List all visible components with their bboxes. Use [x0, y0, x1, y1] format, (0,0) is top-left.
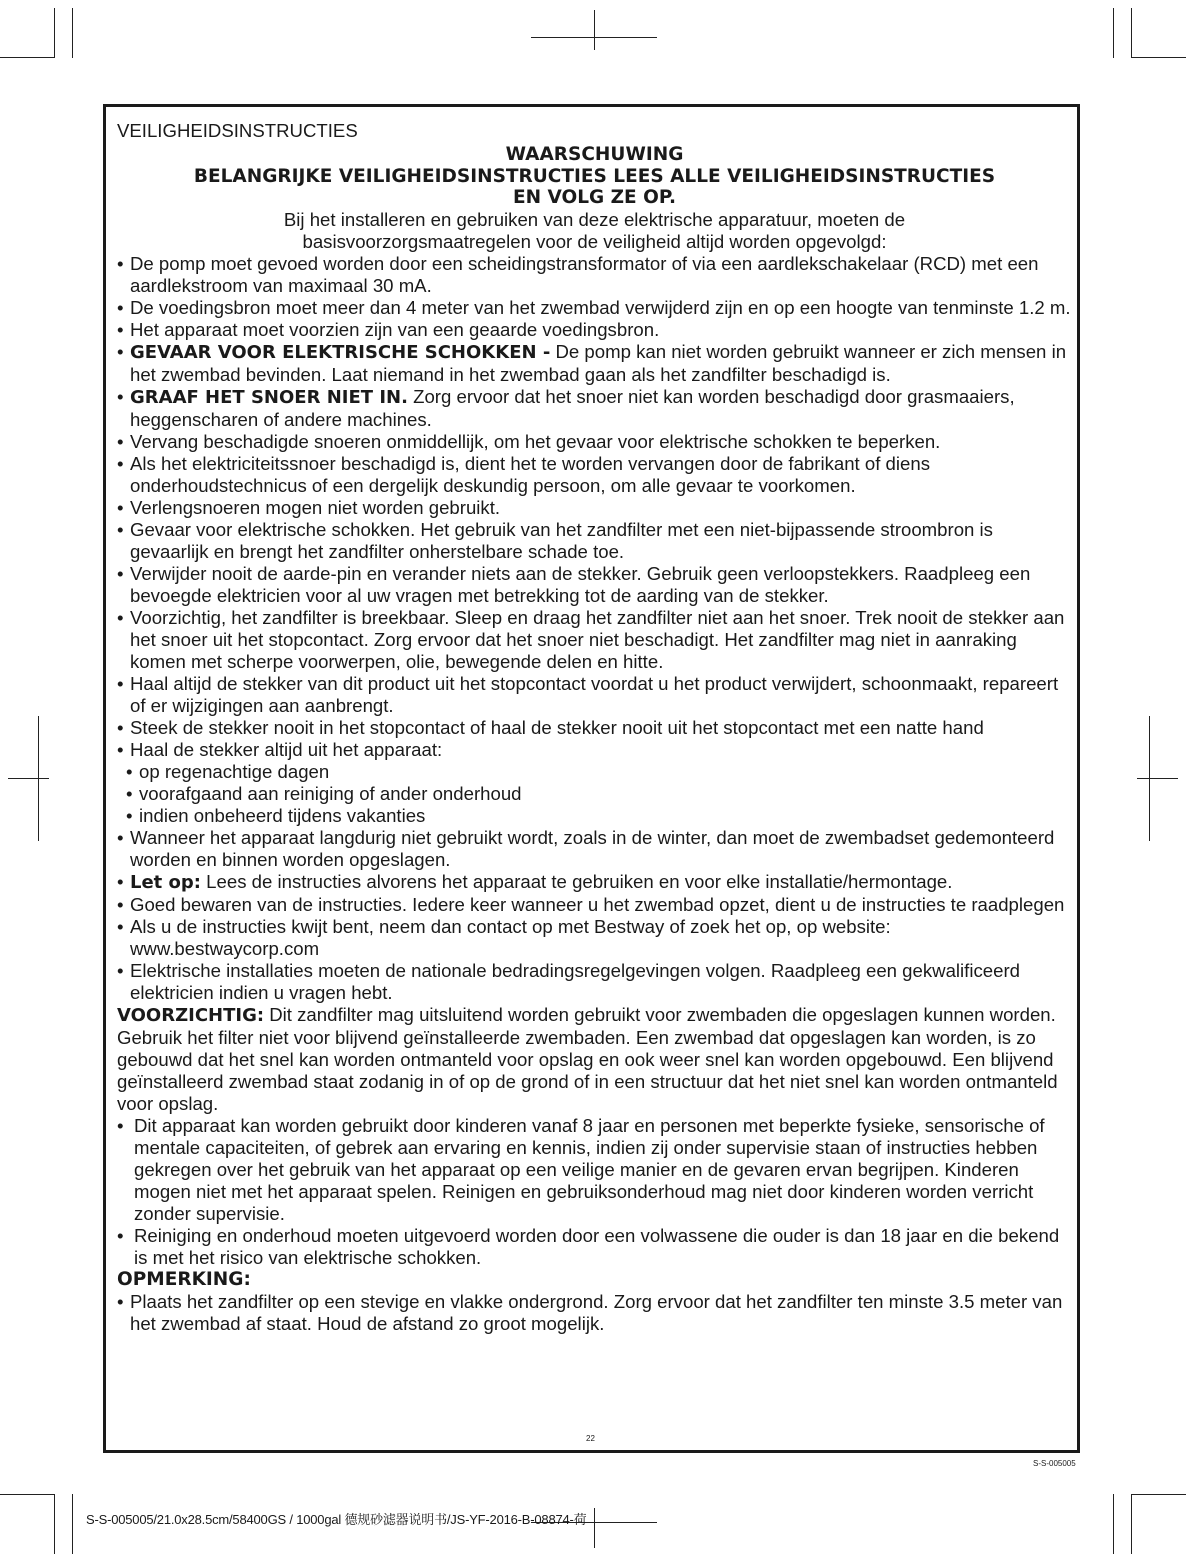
bold-label: GRAAF HET SNOER NIET IN. — [130, 386, 408, 408]
crop-mark — [8, 778, 49, 779]
list-item: • Als het elektriciteitssnoer beschadigd is, dient het te worden vervangen door de fabrikant of diens onderhoudstechnicus of een dergelijk deskundig persoon, om alle gevaar te voorkomen. — [117, 453, 1072, 497]
list-item: • Verwijder nooit de aarde-pin en verander niets aan de stekker. Gebruik geen verloopstekkers. Raadpleeg een bevoegde elektricien voor al uw vragen met betrekking tot de aarding van de stekker. — [117, 563, 1072, 607]
list-item: • GEVAAR VOOR ELEKTRISCHE SCHOKKEN - De pomp kan niet worden gebruikt wanneer er zich mensen in het zwembad bevinden. Laat niemand in het zwembad gaan als het zandfilter beschadigd is. — [117, 341, 1072, 386]
list-item: • Let op: Lees de instructies alvorens het apparaat te gebruiken en voor elke installatie/hermontage. — [117, 871, 1072, 894]
list-item: • Als u de instructies kwijt bent, neem dan contact op met Bestway of zoek het op, op website: www.bestwaycorp.com — [117, 916, 1072, 960]
list-item: • GRAAF HET SNOER NIET IN. Zorg ervoor dat het snoer niet kan worden beschadigd door grasmaaiers, heggenscharen of andere machines. — [117, 386, 1072, 431]
crop-mark — [0, 1494, 54, 1495]
list-item: • Haal altijd de stekker van dit product uit het stopcontact voordat u het product verwijdert, schoonmaakt, repareert of er wijzigingen aan aanbrengt. — [117, 673, 1072, 717]
intro-text: basisvoorzorgsmaatregelen voor de veiligheid altijd worden opgevolgd: — [302, 230, 887, 252]
list-item: • Reiniging en onderhoud moeten uitgevoerd worden door een volwassene die ouder is dan 18 jaar en die bekend is met het risico van elektrische schokken. — [117, 1225, 1072, 1269]
list-item: • Goed bewaren van de instructies. Iedere keer wanneer u het zwembad opzet, dient u de instructies te raadplegen — [117, 894, 1072, 916]
warning-subtitle: EN VOLG ZE OP. — [512, 187, 677, 208]
list-item: • Vervang beschadigde snoeren onmiddellijk, om het gevaar voor elektrische schokken te beperken. — [117, 431, 1072, 453]
crop-mark — [1137, 778, 1178, 779]
crop-mark — [1131, 57, 1186, 58]
list-item: • De pomp moet gevoed worden door een scheidingstransformator of via een aardlekschakelaar (RCD) met een aardlekstroom van maximaal 30 mA. — [117, 253, 1072, 297]
list-item: • Verlengsnoeren mogen niet worden gebruikt. — [117, 497, 1072, 519]
list-item: • Dit apparaat kan worden gebruikt door kinderen vanaf 8 jaar en personen met beperkte fysieke, sensorische of mentale capaciteiten, of gebrek aan ervaring en kennis, indien zij onder supervisie staan of instructies hebben gekregen over het gebruik van het apparaat op een veilige manier en de gevaren ervan begrijpen. Kinderen mogen niet met het apparaat spelen. Reinigen en gebruiksonderhoud mag niet door kinderen worden verricht zonder supervisie. — [117, 1115, 1072, 1225]
crop-mark — [1113, 8, 1114, 58]
content — [117, 120, 1072, 1335]
crop-mark — [1113, 1494, 1114, 1554]
sub-list-item: • indien onbeheerd tijdens vakanties — [126, 805, 1072, 827]
crop-mark — [72, 1494, 73, 1554]
crop-mark — [54, 1494, 55, 1554]
bold-label: Let op: — [130, 871, 201, 893]
warning-title: WAARSCHUWING — [505, 144, 684, 165]
caution-label: VOORZICHTIG: — [117, 1004, 265, 1026]
note-heading: OPMERKING: — [117, 1268, 251, 1290]
crop-mark — [1131, 1494, 1186, 1495]
crop-mark — [1131, 1494, 1132, 1554]
print-footer: S-S-005005/21.0x28.5cm/58400GS / 1000gal 德规砂滤器说明书/JS-YF-2016-B-08874-荷 — [86, 1512, 587, 1527]
warning-subtitle: BELANGRIJKE VEILIGHEIDSINSTRUCTIES LEES ALLE VEILIGHEIDSINSTRUCTIES — [193, 165, 996, 187]
list-item: • Steek de stekker nooit in het stopcontact of haal de stekker nooit uit het stopcontact met een natte hand — [117, 717, 1072, 739]
sub-list-item: • op regenachtige dagen — [126, 761, 1072, 783]
crop-mark — [1131, 8, 1132, 58]
list-item: • Voorzichtig, het zandfilter is breekbaar. Sleep en draag het zandfilter niet aan het snoer. Trek nooit de stekker aan het snoer uit het stopcontact. Zorg ervoor dat het snoer niet beschadigt. Het zandfilter mag niet in aanraking komen met scherpe voorwerpen, olie, bewegende delen en hitte. — [117, 607, 1072, 673]
crop-mark — [594, 1508, 595, 1548]
intro-text: Bij het installeren en gebruiken van deze elektrische apparatuur, moeten de — [283, 208, 906, 230]
crop-mark — [1149, 716, 1150, 841]
list-item: • De voedingsbron moet meer dan 4 meter van het zwembad verwijderd zijn en op een hoogte van tenminste 1.2 m. — [117, 297, 1072, 319]
crop-mark — [54, 8, 55, 58]
crop-mark — [0, 57, 54, 58]
list-item: • Haal de stekker altijd uit het apparaat: — [117, 739, 1072, 761]
page-number: 22 — [586, 1434, 595, 1443]
crop-mark — [594, 10, 595, 50]
list-item: • Plaats het zandfilter op een stevige en vlakke ondergrond. Zorg ervoor dat het zandfilter ten minste 3.5 meter van het zwembad af staat. Houd de afstand zo groot mogelijk. — [117, 1291, 1072, 1335]
list-item: • Wanneer het apparaat langdurig niet gebruikt wordt, zoals in de winter, dan moet de zwembadset gedemonteerd worden en binnen worden opgeslagen. — [117, 827, 1072, 871]
crop-mark — [72, 8, 73, 58]
caution-paragraph: VOORZICHTIG: Dit zandfilter mag uitsluitend worden gebruikt voor zwembaden die opgeslagen kunnen worden. Gebruik het filter niet voor blijvend geïnstalleerde zwembaden. Een zwembad dat opgeslagen kan worden, is zo gebouwd dat het snel kan worden ontmanteld voor opslag en ook weer snel kan worden opgebouwd. Een blijvend geïnstalleerd zwembad staat zodanig in of op de grond of in een structuur dat het niet snel kan worden ontmanteld voor opslag. — [117, 1003, 1058, 1114]
section-title: VEILIGHEIDSINSTRUCTIES — [117, 120, 358, 141]
list-item: • Gevaar voor elektrische schokken. Het gebruik van het zandfilter met een niet-bijpassende stroombron is gevaarlijk en brengt het zandfilter onherstelbare schade toe. — [117, 519, 1072, 563]
crop-mark — [38, 716, 39, 841]
sub-list-item: • voorafgaand aan reiniging of ander onderhoud — [126, 783, 1072, 805]
list-item: • Het apparaat moet voorzien zijn van een geaarde voedingsbron. — [117, 319, 1072, 341]
safety-list — [117, 253, 1072, 1004]
document-code: S-S-005005 — [1033, 1459, 1076, 1468]
list-item: • Elektrische installaties moeten de nationale bedradingsregelgevingen volgen. Raadpleeg een gekwalificeerd elektricien indien u vragen hebt. — [117, 960, 1072, 1004]
bold-label: GEVAAR VOOR ELEKTRISCHE SCHOKKEN - — [130, 341, 551, 363]
